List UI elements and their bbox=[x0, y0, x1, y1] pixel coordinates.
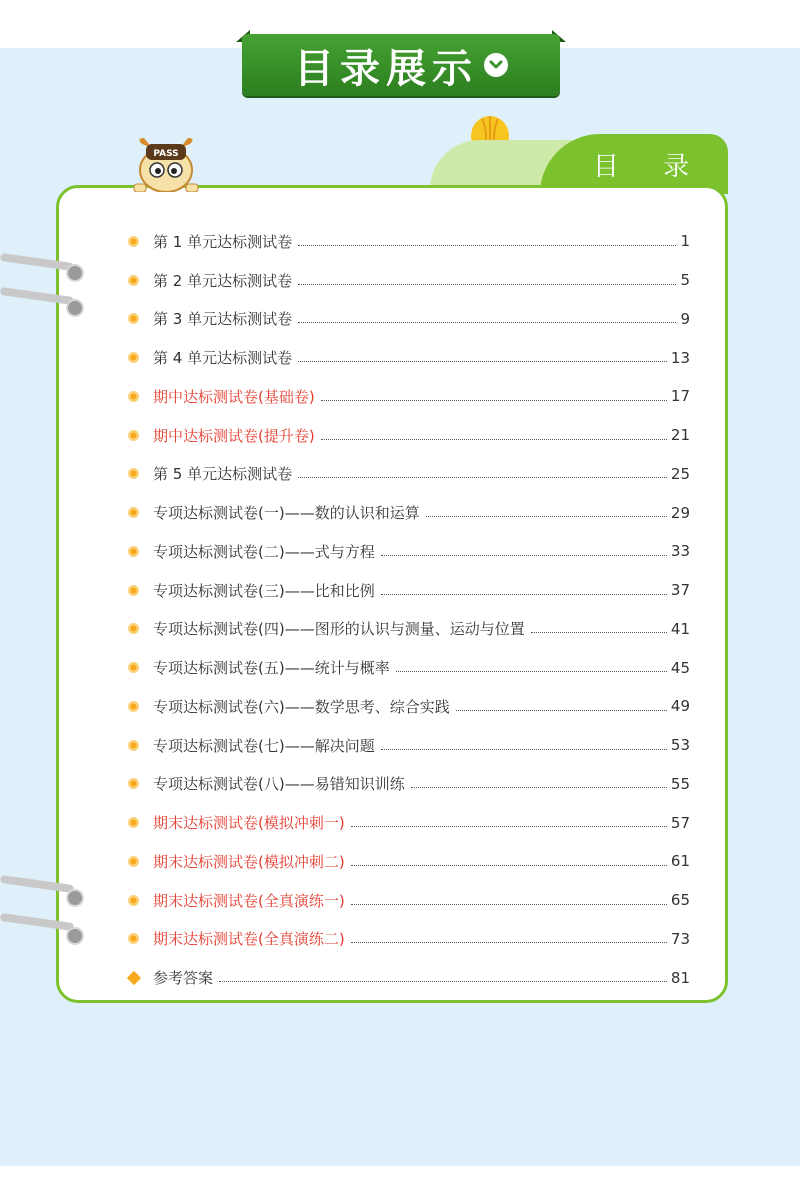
toc-entry-page: 73 bbox=[670, 929, 690, 948]
dot-leader bbox=[426, 516, 667, 517]
toc-entry-title: 参考答案 bbox=[153, 969, 214, 988]
toc-entry-title: 期中达标测试卷(提升卷) bbox=[153, 426, 315, 445]
dot-bullet-icon bbox=[128, 817, 139, 828]
dot-bullet-icon bbox=[128, 313, 139, 324]
toc-entry[interactable] bbox=[128, 803, 690, 842]
dot-bullet-icon bbox=[128, 623, 139, 634]
toc-entry-page: 33 bbox=[670, 542, 690, 561]
toc-entry-page: 41 bbox=[670, 619, 690, 638]
chevron-down-icon bbox=[484, 53, 508, 77]
dot-bullet-icon bbox=[128, 701, 139, 712]
dot-leader bbox=[298, 322, 676, 323]
toc-entry[interactable] bbox=[128, 416, 690, 455]
toc-entry[interactable] bbox=[128, 338, 690, 377]
dot-bullet-icon bbox=[128, 391, 139, 402]
dot-leader bbox=[298, 245, 676, 246]
toc-entry-title: 期中达标测试卷(基础卷) bbox=[153, 387, 315, 406]
toc-entry-page: 55 bbox=[670, 774, 690, 793]
dot-leader bbox=[351, 865, 667, 866]
toc-entry-page: 9 bbox=[680, 309, 690, 328]
toc-entry[interactable] bbox=[128, 648, 690, 687]
toc-entry-title: 专项达标测试卷(六)——数学思考、综合实践 bbox=[153, 697, 450, 716]
toc-entry[interactable] bbox=[128, 610, 690, 649]
dot-bullet-icon bbox=[128, 236, 139, 247]
toc-entry-page: 17 bbox=[670, 387, 690, 406]
dot-bullet-icon bbox=[128, 546, 139, 557]
toc-entry-title: 期末达标测试卷(全真演练一) bbox=[153, 891, 345, 910]
toc-entry-title: 专项达标测试卷(二)——式与方程 bbox=[153, 542, 375, 561]
dot-leader bbox=[321, 400, 667, 401]
toc-entry-title: 专项达标测试卷(七)——解决问题 bbox=[153, 736, 375, 755]
dot-bullet-icon bbox=[128, 585, 139, 596]
toc-entry[interactable] bbox=[128, 261, 690, 300]
toc-entry[interactable] bbox=[128, 493, 690, 532]
toc-entry-title: 第 1 单元达标测试卷 bbox=[153, 232, 293, 251]
toc-entry-title: 专项达标测试卷(八)——易错知识训练 bbox=[153, 775, 405, 794]
dot-leader bbox=[531, 632, 667, 633]
toc-entry[interactable] bbox=[128, 222, 690, 261]
page-title: 目录展示 bbox=[294, 45, 478, 92]
binder-hole bbox=[66, 264, 84, 282]
toc-entry-page: 65 bbox=[670, 891, 690, 910]
dot-leader bbox=[298, 361, 667, 362]
header-banner bbox=[236, 30, 566, 96]
toc-entry-page: 25 bbox=[670, 464, 690, 483]
toc-entry-page: 5 bbox=[680, 271, 690, 290]
dot-bullet-icon bbox=[128, 352, 139, 363]
toc-entry-title: 专项达标测试卷(一)——数的认识和运算 bbox=[153, 504, 420, 523]
toc-entry-page: 49 bbox=[670, 697, 690, 716]
toc-entry[interactable] bbox=[128, 687, 690, 726]
toc-entry-title: 期末达标测试卷(模拟冲刺一) bbox=[153, 814, 345, 833]
dot-bullet-icon bbox=[128, 778, 139, 789]
toc-entry-page: 21 bbox=[670, 426, 690, 445]
dot-leader bbox=[321, 439, 667, 440]
dot-leader bbox=[298, 477, 667, 478]
dot-leader bbox=[351, 942, 667, 943]
toc-entry[interactable] bbox=[128, 842, 690, 881]
dot-bullet-icon bbox=[128, 507, 139, 518]
toc-entry[interactable] bbox=[128, 726, 690, 765]
dot-bullet-icon bbox=[128, 856, 139, 867]
toc-entry-title: 第 3 单元达标测试卷 bbox=[153, 310, 293, 329]
toc-entry[interactable] bbox=[128, 300, 690, 339]
toc-entry-title: 第 4 单元达标测试卷 bbox=[153, 349, 293, 368]
toc-entry-page: 29 bbox=[670, 503, 690, 522]
toc-entry[interactable] bbox=[128, 881, 690, 920]
dot-leader bbox=[219, 981, 667, 982]
dot-leader bbox=[351, 826, 667, 827]
toc-entry-title: 期末达标测试卷(模拟冲刺二) bbox=[153, 852, 345, 871]
toc-entry-page: 45 bbox=[670, 658, 690, 677]
dot-bullet-icon bbox=[128, 430, 139, 441]
toc-entry-page: 57 bbox=[670, 813, 690, 832]
dot-leader bbox=[351, 904, 667, 905]
toc-entry[interactable] bbox=[128, 571, 690, 610]
toc-entry-page: 1 bbox=[680, 232, 690, 251]
dot-leader bbox=[381, 749, 667, 750]
toc-entry-title: 专项达标测试卷(五)——统计与概率 bbox=[153, 659, 390, 678]
binder-hole bbox=[66, 927, 84, 945]
toc-entry-title: 第 2 单元达标测试卷 bbox=[153, 271, 293, 290]
dot-bullet-icon bbox=[128, 740, 139, 751]
dot-leader bbox=[298, 284, 676, 285]
dot-leader bbox=[456, 710, 667, 711]
toc-entry[interactable] bbox=[128, 455, 690, 494]
mascot-icon bbox=[130, 136, 202, 192]
toc-entry-page: 37 bbox=[670, 581, 690, 600]
dot-bullet-icon bbox=[128, 275, 139, 286]
toc-entry[interactable] bbox=[128, 765, 690, 804]
toc-entry-page: 81 bbox=[670, 968, 690, 987]
dot-bullet-icon bbox=[128, 468, 139, 479]
toc-entry-page: 53 bbox=[670, 736, 690, 755]
toc-heading: 目 录 bbox=[592, 152, 708, 182]
dot-leader bbox=[396, 671, 667, 672]
mascot-badge: PASS bbox=[153, 149, 179, 159]
toc-entry-title: 期末达标测试卷(全真演练二) bbox=[153, 930, 345, 949]
dot-bullet-icon bbox=[128, 933, 139, 944]
dot-leader bbox=[411, 787, 667, 788]
toc-entry[interactable] bbox=[128, 377, 690, 416]
dot-bullet-icon bbox=[128, 662, 139, 673]
toc-entry[interactable] bbox=[128, 958, 690, 997]
toc-entry-page: 61 bbox=[670, 852, 690, 871]
toc-entry-title: 专项达标测试卷(三)——比和比例 bbox=[153, 581, 375, 600]
toc-entry[interactable] bbox=[128, 532, 690, 571]
toc-entry[interactable] bbox=[128, 920, 690, 959]
diamond-bullet-icon bbox=[127, 971, 141, 985]
toc-list bbox=[128, 222, 690, 997]
dot-bullet-icon bbox=[128, 895, 139, 906]
dot-leader bbox=[381, 594, 667, 595]
toc-entry-title: 第 5 单元达标测试卷 bbox=[153, 465, 293, 484]
binder-hole bbox=[66, 299, 84, 317]
binder-hole bbox=[66, 889, 84, 907]
dot-leader bbox=[381, 555, 667, 556]
toc-entry-page: 13 bbox=[670, 348, 690, 367]
toc-entry-title: 专项达标测试卷(四)——图形的认识与测量、运动与位置 bbox=[153, 620, 525, 639]
banner-body bbox=[242, 34, 560, 96]
